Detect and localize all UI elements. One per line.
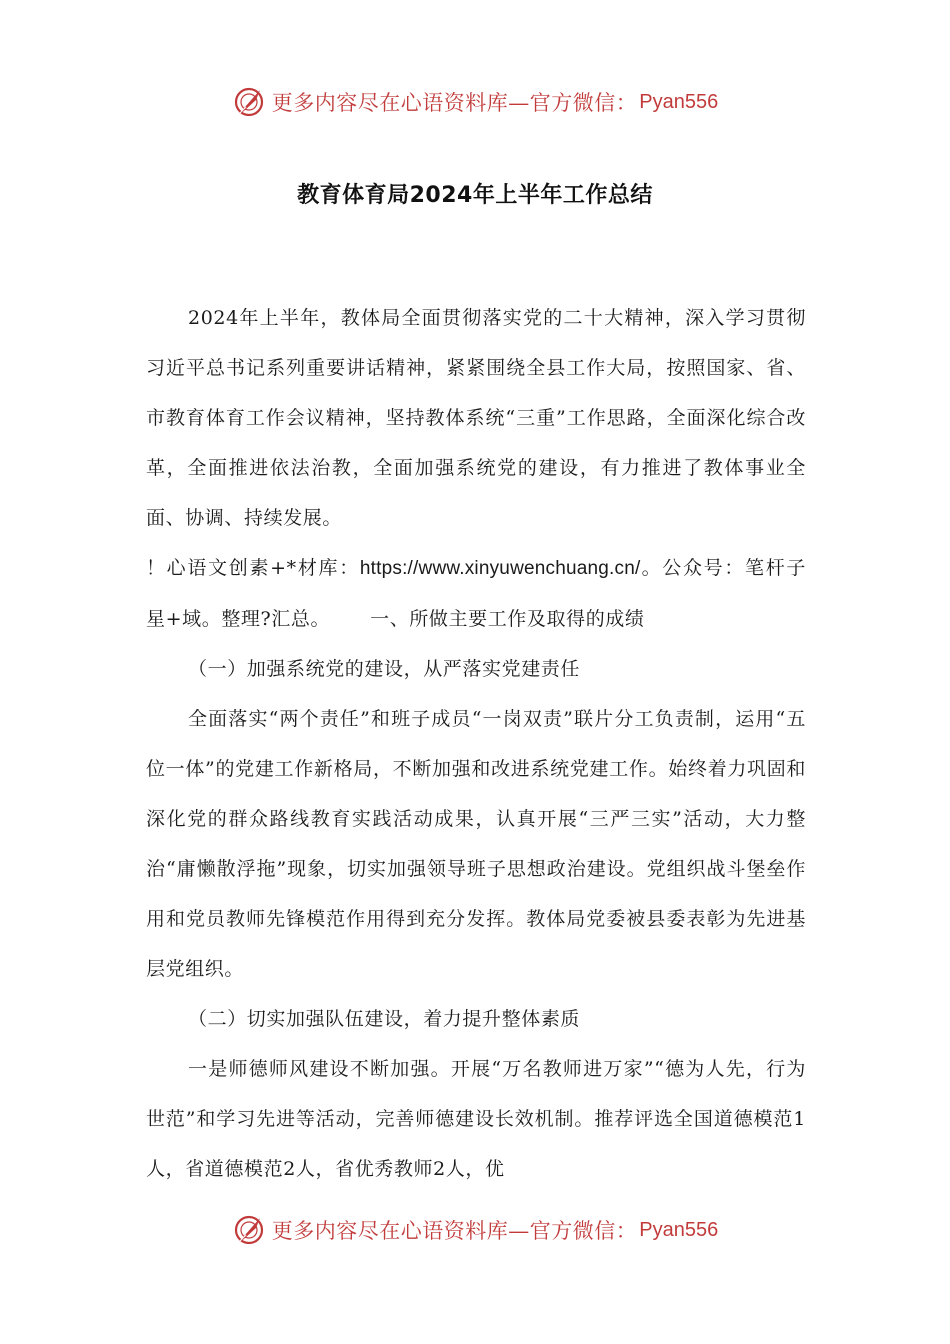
watermark-handle: Pyan556 [639,90,719,113]
watermark-banner-bottom [0,1208,950,1252]
subsection-body-1: 全面落实“两个责任”和班子成员“一岗双责”联片分工负责制，运用“五位一体”的党建工作新格局，不断加强和改进系统党建工作。始终着力巩固和深化党的群众路线教育实践活动成果，认真开展“三严三实”活动，大力整治“庸懒散浮拖”现象，切实加强领导班子思想政治建设。党组织战斗堡垒作用和党员教师先锋模范作用得到充分发挥。教体局党委被县委表彰为先进基层党组织。 [146,708,806,980]
watermark-text: 更多内容尽在心语资料库—官方微信： [271,1219,638,1243]
promo-paragraph [146,543,806,644]
intro-paragraph: 2024年上半年，教体局全面贯彻落实党的二十大精神，深入学习贯彻习近平总书记系列重要讲话精神，紧紧围绕全县工作大局，按照国家、省、市教育体育工作会议精神，坚持教体系统“三重”工作思路，全面深化综合改革，全面推进依法治教，全面加强系统党的建设，有力推进了教体事业全面、协调、持续发展。 [146,307,806,529]
watermark-text: 更多内容尽在心语资料库—官方微信： [271,91,638,115]
section-heading-1: 一、所做主要工作及取得的成绩 [370,608,645,630]
promo-prefix: ！心语文创素+*材库： [146,557,360,579]
quill-logo-icon [232,85,266,119]
subsection-body-2: 一是师德师风建设不断加强。开展“万名教师进万家”“德为人先，行为世范”和学习先进等活动，完善师德建设长效机制。推荐评选全国道德模范1人，省道德模范2人，省优秀教师2人，优 [146,1058,806,1180]
watermark-banner-top [0,80,950,124]
document-body [146,293,806,1194]
promo-suffix: 。公众号：笔杆子星+域。整理?汇总。 [146,557,806,630]
subsection-heading-1: （一）加强系统党的建设，从严落实党建责任 [188,658,581,680]
watermark-handle: Pyan556 [639,1218,719,1241]
subsection-heading-2: （二）切实加强队伍建设，着力提升整体素质 [188,1008,581,1030]
quill-logo-icon [232,1213,266,1247]
promo-url-link[interactable]: https://www.xinyuwenchuang.cn/ [359,558,641,579]
document-title: 教育体育局2024年上半年工作总结 [297,183,653,208]
